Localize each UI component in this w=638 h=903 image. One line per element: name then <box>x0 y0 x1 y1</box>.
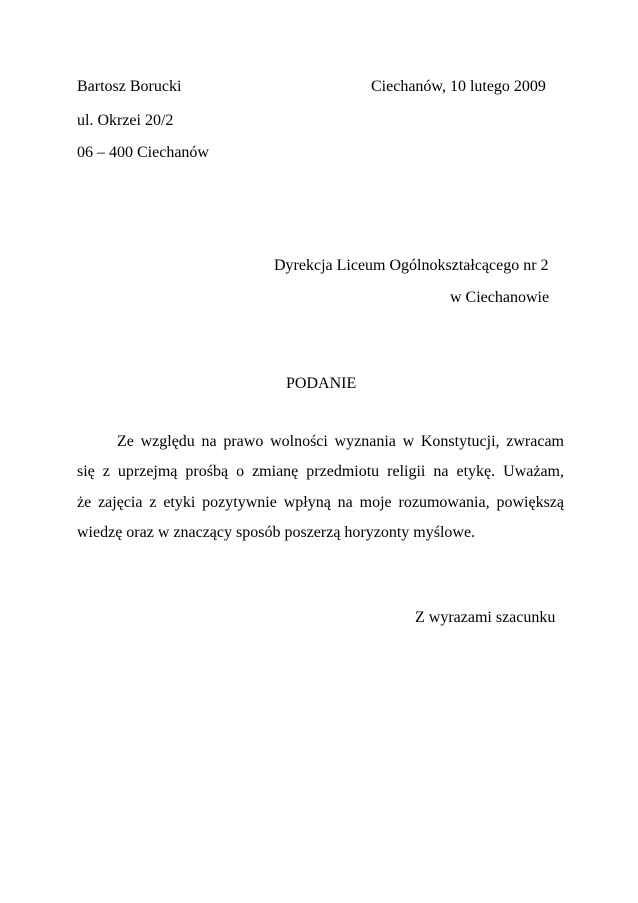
recipient-line-1: Dyrekcja Liceum Ogólnokształcącego nr 2 <box>274 257 549 274</box>
letter-date: Ciechanów, 10 lutego 2009 <box>371 78 546 95</box>
closing-phrase: Z wyrazami szacunku <box>415 609 556 626</box>
recipient-line-2: w Ciechanowie <box>450 289 550 306</box>
body-line: się z uprzejmą prośbą o zmianę przedmiotu religii na etykę. Uważam, <box>77 463 564 480</box>
sender-city: 06 – 400 Ciechanów <box>77 144 209 161</box>
sender-name: Bartosz Borucki <box>77 78 182 95</box>
body-line: wiedzę oraz w znaczący sposób poszerzą horyzonty myślowe. <box>77 524 476 541</box>
body-line: że zajęcia z etyki pozytywnie wpłyną na moje rozumowania, powiększą <box>77 494 564 511</box>
letter-title: PODANIE <box>286 375 357 392</box>
sender-street: ul. Okrzei 20/2 <box>77 112 174 129</box>
body-line: Ze względu na prawo wolności wyznania w Konstytucji, zwracam <box>117 433 564 450</box>
